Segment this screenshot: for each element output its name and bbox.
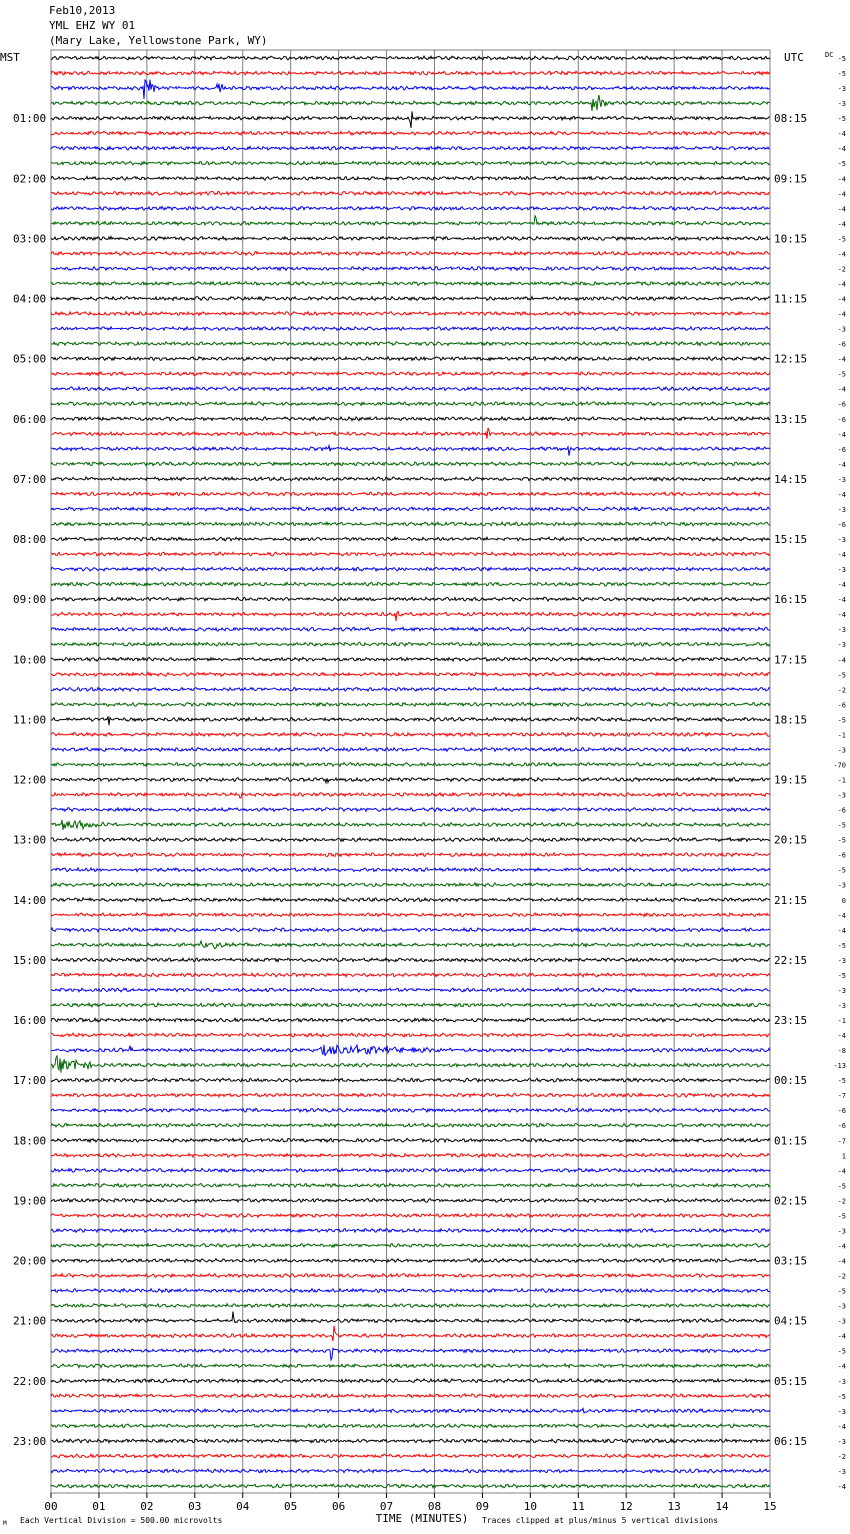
utc-hour-label: 17:15 <box>774 653 808 667</box>
seismic-trace <box>51 446 770 456</box>
seismic-trace <box>51 327 770 331</box>
utc-hour-label: 06:15 <box>774 1434 808 1448</box>
utc-hour-label: 20:15 <box>774 833 808 847</box>
seismic-trace <box>51 1138 770 1142</box>
dc-offset-value: -5 <box>837 1392 846 1401</box>
seismic-trace <box>51 1229 770 1233</box>
seismic-trace <box>51 56 770 60</box>
dc-offset-value: -2 <box>837 265 846 274</box>
seismic-trace <box>51 537 770 541</box>
seismic-trace <box>51 883 770 887</box>
seismic-trace <box>51 988 770 992</box>
dc-offset-value: -4 <box>837 1242 846 1251</box>
dc-offset-value: -4 <box>837 611 846 620</box>
x-tick-label: 03 <box>188 1500 202 1513</box>
mst-hour-label: 19:00 <box>13 1194 47 1208</box>
utc-hour-label: 18:15 <box>774 713 808 727</box>
dc-offset-value: -5 <box>837 716 846 725</box>
x-tick-label: 06 <box>331 1500 346 1513</box>
corner-mark: M <box>3 1520 7 1527</box>
utc-hour-label: 03:15 <box>774 1254 808 1268</box>
seismic-trace <box>51 853 770 857</box>
utc-hour-label: 22:15 <box>774 953 808 967</box>
mst-hour-label: 09:00 <box>13 593 47 607</box>
utc-hour-label: 12:15 <box>774 352 808 366</box>
seismic-trace <box>51 216 770 225</box>
seismic-trace <box>51 808 770 812</box>
mst-hour-label: 05:00 <box>13 352 47 366</box>
dc-offset-value: -5 <box>837 70 846 79</box>
seismic-trace <box>51 1183 770 1187</box>
record-date: Feb10,2013 <box>49 4 116 17</box>
mst-hour-label: 20:00 <box>13 1254 47 1268</box>
seismic-trace <box>51 1364 770 1368</box>
seismic-trace <box>51 1424 770 1428</box>
dc-offset-value: -5 <box>837 836 846 845</box>
utc-hour-label: 10:15 <box>774 232 808 246</box>
dc-offset-value: -70 <box>833 761 846 770</box>
seismic-trace <box>51 1003 770 1007</box>
utc-header-label: UTC <box>784 51 804 64</box>
dc-offset-value: -5 <box>837 1077 846 1086</box>
x-tick-label: 05 <box>284 1500 298 1513</box>
dc-offset-value: -3 <box>837 85 846 94</box>
dc-offset-value: -4 <box>837 310 846 319</box>
scale-note: Each Vertical Division = 500.00 microvolts <box>20 1516 223 1525</box>
seismic-trace <box>51 820 770 830</box>
seismic-trace <box>51 1326 770 1341</box>
dc-offset-value: -4 <box>837 250 846 259</box>
dc-offset-value: -6 <box>837 340 846 349</box>
dc-offset-value: 1 <box>841 1152 846 1161</box>
seismic-trace <box>51 237 770 241</box>
dc-offset-value: -4 <box>837 596 846 605</box>
x-tick-label: 15 <box>763 1500 777 1513</box>
seismic-trace <box>51 973 770 977</box>
dc-offset-value: -3 <box>837 1407 846 1416</box>
trace-layer <box>51 56 770 1488</box>
seismic-trace <box>51 582 770 586</box>
dc-offset-value: -4 <box>837 1032 846 1041</box>
dc-offset-value: -2 <box>837 1452 846 1461</box>
seismic-trace <box>51 402 770 406</box>
dc-offset-value: -3 <box>837 641 846 650</box>
mst-hour-label: 07:00 <box>13 472 47 486</box>
utc-hour-label: 15:15 <box>774 533 808 546</box>
dc-offset-value: -6 <box>837 806 846 815</box>
clip-note: Traces clipped at plus/minus 5 vertical divisions <box>482 1516 719 1525</box>
dc-offset-value: -3 <box>837 626 846 635</box>
seismic-trace <box>51 928 770 932</box>
dc-offset-value: -3 <box>837 536 846 544</box>
seismic-trace <box>51 733 770 737</box>
seismic-trace <box>51 1408 770 1412</box>
dc-offset-value: -7 <box>837 1137 846 1146</box>
dc-offset-value: -6 <box>837 1122 846 1131</box>
seismic-trace <box>51 372 770 376</box>
mst-header-label: MST <box>0 51 20 64</box>
seismic-trace <box>51 838 770 842</box>
seismic-trace <box>51 778 770 783</box>
seismic-trace <box>51 1484 770 1488</box>
seismic-trace <box>51 477 770 481</box>
mst-hour-label: 06:00 <box>13 412 47 426</box>
utc-hour-label: 11:15 <box>774 292 808 306</box>
mst-hour-label: 15:00 <box>13 953 47 967</box>
utc-hour-label: 23:15 <box>774 1014 808 1027</box>
dc-offset-value: -4 <box>837 1362 846 1371</box>
seismic-trace <box>51 941 770 949</box>
mst-hour-label: 23:00 <box>13 1434 47 1448</box>
utc-hour-label: 08:15 <box>774 112 808 126</box>
dc-offset-value: -1 <box>837 731 846 740</box>
dc-offset-value: -3 <box>837 746 846 755</box>
seismic-trace <box>51 1199 770 1203</box>
dc-offset-value: -4 <box>837 656 846 665</box>
dc-offset-value: 0 <box>841 896 846 905</box>
seismic-trace <box>51 958 770 962</box>
station-code: YML EHZ WY 01 <box>49 19 136 32</box>
seismic-trace <box>51 642 770 646</box>
seismic-trace <box>51 1078 770 1082</box>
seismic-trace <box>51 1348 770 1360</box>
dc-offset-value: -3 <box>837 986 846 995</box>
dc-offset-value: -4 <box>837 926 846 935</box>
dc-offset-value: -5 <box>837 866 846 875</box>
seismic-trace <box>51 462 770 466</box>
dc-offset-value: -5 <box>837 1347 846 1356</box>
mst-hour-label: 17:00 <box>13 1074 47 1088</box>
x-tick-label: 04 <box>236 1500 250 1513</box>
dc-offset-value: -3 <box>837 1317 846 1326</box>
dc-offset-value: -4 <box>837 175 846 184</box>
seismic-trace <box>51 71 770 75</box>
seismic-trace <box>51 282 770 286</box>
dc-offset-value: -2 <box>837 686 846 695</box>
seismic-trace <box>51 1168 770 1172</box>
seismic-trace <box>51 146 770 150</box>
dc-offset-value: -4 <box>837 1332 846 1341</box>
dc-offset-value: -4 <box>837 581 846 590</box>
dc-offset-value: -3 <box>837 1467 846 1476</box>
seismic-trace <box>51 703 770 707</box>
dc-offset-value: -4 <box>837 205 846 214</box>
seismic-trace <box>51 552 770 556</box>
dc-offset-value: -4 <box>837 190 846 199</box>
dc-offset-value: -6 <box>837 445 846 454</box>
seismic-trace <box>51 1045 770 1056</box>
seismic-trace <box>51 748 770 752</box>
seismic-trace <box>51 793 770 798</box>
mst-hour-label: 04:00 <box>13 292 47 306</box>
utc-hour-label: 04:15 <box>774 1314 808 1328</box>
mst-hour-label: 08:00 <box>13 533 47 546</box>
seismic-trace <box>51 176 770 180</box>
dc-offset-value: -2 <box>837 1272 846 1281</box>
seismic-trace <box>51 913 770 917</box>
dc-offset-value: -6 <box>837 1107 846 1116</box>
seismic-trace <box>51 1439 770 1443</box>
seismic-trace <box>51 267 770 271</box>
mst-hour-label: 14:00 <box>13 893 47 907</box>
dc-offset-value: -5 <box>837 1287 846 1296</box>
dc-offset-value: -8 <box>837 1047 846 1056</box>
x-tick-label: 01 <box>92 1500 106 1513</box>
dc-offset-value: -6 <box>837 415 846 424</box>
seismic-trace <box>51 1123 770 1127</box>
seismic-trace <box>51 1312 770 1323</box>
station-location: (Mary Lake, Yellowstone Park, WY) <box>49 34 268 47</box>
dc-offset-value: -3 <box>837 956 846 965</box>
dc-offset-value: -3 <box>837 881 846 890</box>
mst-hour-label: 12:00 <box>13 773 47 787</box>
mst-hour-label: 22:00 <box>13 1374 47 1388</box>
seismic-trace <box>51 191 770 195</box>
dc-offset-value: -5 <box>837 115 846 124</box>
seismic-trace <box>51 567 770 571</box>
x-tick-label: 10 <box>523 1500 537 1513</box>
dc-offset-value: -4 <box>837 1482 846 1491</box>
mst-hour-label: 13:00 <box>13 833 47 847</box>
utc-hour-label: 05:15 <box>774 1374 808 1388</box>
dc-offset-value: -7 <box>837 1092 846 1101</box>
seismic-trace <box>51 312 770 316</box>
seismic-trace <box>51 507 770 511</box>
dc-offset-value: -3 <box>837 475 846 484</box>
dc-offset-value: -5 <box>837 370 846 379</box>
dc-offset-value: -4 <box>837 355 846 364</box>
dc-offset-value: -4 <box>837 1257 846 1266</box>
dc-offset-value: -4 <box>837 280 846 289</box>
seismic-trace <box>51 1379 770 1383</box>
seismic-trace <box>51 1153 770 1157</box>
seismic-trace <box>51 111 770 127</box>
dc-offset-value: -6 <box>837 520 846 529</box>
dc-offset-value: -4 <box>837 385 846 394</box>
seismic-trace <box>51 1259 770 1263</box>
dc-offset-value: -6 <box>837 400 846 409</box>
utc-hour-label: 09:15 <box>774 172 808 186</box>
mst-hour-label: 21:00 <box>13 1314 47 1328</box>
utc-hour-label: 02:15 <box>774 1194 808 1208</box>
seismic-trace <box>51 1289 770 1293</box>
seismic-trace <box>51 387 770 391</box>
x-tick-label: 13 <box>667 1500 681 1513</box>
seismic-trace <box>51 428 770 439</box>
dc-offset-value: -4 <box>837 295 846 304</box>
dc-offset-value: -3 <box>837 1302 846 1311</box>
seismic-trace <box>51 417 770 421</box>
utc-hour-label: 13:15 <box>774 412 808 426</box>
mst-hour-label: 03:00 <box>13 232 47 246</box>
seismic-trace <box>51 131 770 135</box>
dc-offset-value: -4 <box>837 1167 846 1176</box>
seismic-trace <box>51 672 770 676</box>
seismic-trace <box>51 763 770 767</box>
dc-offset-value: -5 <box>837 671 846 680</box>
dc-offset-value: -6 <box>837 701 846 710</box>
dc-offset-value: -4 <box>837 551 846 560</box>
x-tick-label: 09 <box>475 1500 490 1513</box>
x-tick-label: 07 <box>379 1500 394 1513</box>
dc-offset-value: -4 <box>837 220 846 229</box>
dc-offset-value: -3 <box>837 1227 846 1236</box>
utc-hour-label: 21:15 <box>774 893 808 907</box>
x-tick-label: 08 <box>427 1500 442 1513</box>
dc-offset-value: -4 <box>837 145 846 154</box>
mst-hour-label: 01:00 <box>13 112 47 126</box>
seismic-trace <box>51 1093 770 1097</box>
utc-hour-label: 14:15 <box>774 472 808 486</box>
dc-offset-value: -4 <box>837 430 846 439</box>
dc-offset-value: -3 <box>837 100 846 109</box>
dc-header-label: DC <box>825 51 834 59</box>
x-tick-label: 11 <box>571 1500 585 1513</box>
seismic-trace <box>51 161 770 165</box>
seismic-trace <box>51 716 770 725</box>
mst-hour-label: 02:00 <box>13 172 47 186</box>
dc-offset-value: -3 <box>837 325 846 334</box>
seismic-trace <box>51 1108 770 1112</box>
mst-hour-label: 18:00 <box>13 1134 47 1148</box>
seismic-trace <box>51 1454 770 1458</box>
mst-hour-label: 11:00 <box>13 713 47 727</box>
mst-hour-label: 16:00 <box>13 1014 47 1027</box>
dc-offset-value: -5 <box>837 160 846 169</box>
seismic-trace <box>51 627 770 631</box>
dc-offset-value: -4 <box>837 130 846 139</box>
seismic-trace <box>51 898 770 902</box>
seismic-trace <box>51 1469 770 1473</box>
dc-offset-value: -5 <box>837 1182 846 1191</box>
seismic-trace <box>51 1394 770 1398</box>
mst-hour-label: 10:00 <box>13 653 47 667</box>
seismic-trace <box>51 597 770 601</box>
seismic-trace <box>51 1244 770 1248</box>
plot-frame <box>51 50 770 1493</box>
utc-hour-label: 01:15 <box>774 1134 808 1148</box>
seismic-trace <box>51 297 770 301</box>
dc-offset-value: -3 <box>837 1001 846 1010</box>
dc-offset-value: -1 <box>837 1017 846 1025</box>
seismic-trace <box>51 95 770 111</box>
seismic-trace <box>51 252 770 256</box>
dc-offset-value: -5 <box>837 971 846 980</box>
x-tick-label: 14 <box>715 1500 729 1513</box>
utc-hour-label: 00:15 <box>774 1074 808 1088</box>
seismic-trace <box>51 687 770 691</box>
dc-offset-value: -5 <box>837 941 846 950</box>
x-tick-label: 12 <box>619 1500 633 1513</box>
seismic-trace <box>51 357 770 361</box>
seismic-trace <box>51 492 770 496</box>
dc-offset-value: -5 <box>837 55 846 63</box>
seismic-trace <box>51 611 770 621</box>
dc-offset-value: -3 <box>837 1377 846 1386</box>
dc-offset-value: -1 <box>837 776 846 785</box>
seismic-trace <box>51 342 770 346</box>
dc-offset-value: -4 <box>837 460 846 469</box>
dc-offset-value: -5 <box>837 235 846 244</box>
dc-offset-value: -4 <box>837 1422 846 1431</box>
dc-offset-value: -5 <box>837 1212 846 1221</box>
x-tick-label: 02 <box>140 1500 154 1513</box>
seismic-trace <box>51 1018 770 1022</box>
x-tick-label: 00 <box>44 1500 58 1513</box>
seismic-trace <box>51 657 770 661</box>
dc-offset-value: -13 <box>833 1062 846 1071</box>
dc-offset-value: -3 <box>837 566 846 575</box>
dc-offset-value: -2 <box>837 1197 846 1206</box>
dc-offset-value: -5 <box>837 821 846 830</box>
seismic-trace <box>51 522 770 526</box>
dc-offset-value: -3 <box>837 1437 846 1446</box>
dc-offset-value: -4 <box>837 490 846 499</box>
utc-hour-label: 19:15 <box>774 773 808 787</box>
utc-hour-label: 16:15 <box>774 593 808 607</box>
seismic-trace <box>51 1304 770 1308</box>
seismic-trace <box>51 1214 770 1218</box>
dc-offset-value: -3 <box>837 791 846 800</box>
x-axis-title: TIME (MINUTES) <box>375 1512 469 1525</box>
seismic-trace <box>51 206 770 210</box>
seismic-trace <box>51 80 770 99</box>
seismic-trace <box>51 1274 770 1278</box>
seismic-trace <box>51 1056 770 1073</box>
dc-offset-value: -6 <box>837 851 846 860</box>
dc-offset-value: -4 <box>837 911 846 920</box>
seismic-trace <box>51 868 770 872</box>
dc-offset-value: -3 <box>837 505 846 514</box>
seismic-trace <box>51 1033 770 1037</box>
